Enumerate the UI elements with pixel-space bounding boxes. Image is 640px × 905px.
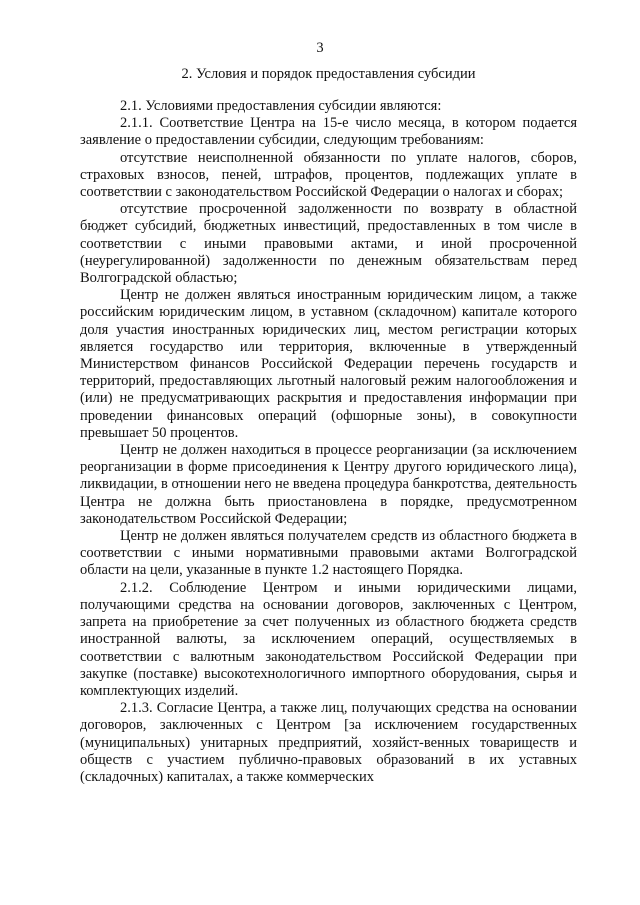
- section-heading: 2. Условия и порядок предоставления субсидии: [181, 66, 476, 82]
- paragraph-no-overdue-debt: отсутствие просроченной задолженности по возврату в областной бюджет субсидий, бюджетных инвестиций, предоставленных в том числе в соответствии с иными правовыми актами, и иной просроченной (неурегулированной) задолженности по денежным обязательствам перед Волгоградской областью;: [80, 201, 577, 287]
- page-number: 3: [316, 40, 324, 56]
- paragraph-2-1-2: 2.1.2. Соблюдение Центром и иными юридическими лицами, получающими средства на основании договоров, заключенных с Центром, запрета на приобретение за счет полученных из областного бюджета средств иностранной валюты, за исключением операций, осуществляемых в соответствии с валютным законодательством Российской Федерации при закупке (поставке) высокотехнологичного импортного оборудования, сырья и комплектующих изделий.: [80, 579, 577, 699]
- paragraph-not-reorganization: Центр не должен находиться в процессе реорганизации (за исключением реорганизации в форме присоединения к Центру другого юридического лица), ликвидации, в отношении него не введена процедура банкротства, деятельность Центра не должна быть приостановлена в порядке, предусмотренном законодательством Российской Федерации;: [80, 442, 577, 527]
- paragraph-no-tax-debt: отсутствие неисполненной обязанности по уплате налогов, сборов, страховых взносов, пеней, штрафов, процентов, подлежащих уплате в соответствии с законодательством Российской Федерации о налогах и сборах;: [80, 149, 577, 201]
- paragraph-not-foreign-entity: Центр не должен являться иностранным юридическим лицом, а также российским юридическим лицом, в уставном (складочном) капитале которого доля участия иностранных юридических лиц, местом регистрации которых является государство или территория, включенные в утвержденный Министерством финансов Российской Федерации перечень государств и территорий, предоставляющих льготный налоговый режим налогообложения и (или) не предусматривающих раскрытия и предоставления информации при проведении финансовых операций (офшорные зоны), в совокупности превышает 50 процентов.: [80, 287, 577, 441]
- paragraph-2-1: 2.1. Условиями предоставления субсидии являются:: [120, 98, 442, 114]
- paragraph-2-1-3: 2.1.3. Согласие Центра, а также лиц, получающих средства на основании договоров, заключенных с Центром [за исключением государственных (муниципальных) унитарных предприятий, хозяйст-венных товариществ и обществ с участием публично-правовых образований в их уставных (складочных) капиталах, а также коммерческих: [80, 700, 577, 785]
- paragraph-2-1-1: 2.1.1. Соответствие Центра на 15-е число месяца, в котором подается заявление о предоставлении субсидии, следующим требованиям:: [80, 115, 577, 149]
- paragraph-not-other-recipient: Центр не должен являться получателем средств из областного бюджета в соответствии с иными нормативными правовыми актами Волгоградской области на цели, указанные в пункте 1.2 настоящего Порядка.: [80, 528, 577, 579]
- document-body: [80, 98, 577, 786]
